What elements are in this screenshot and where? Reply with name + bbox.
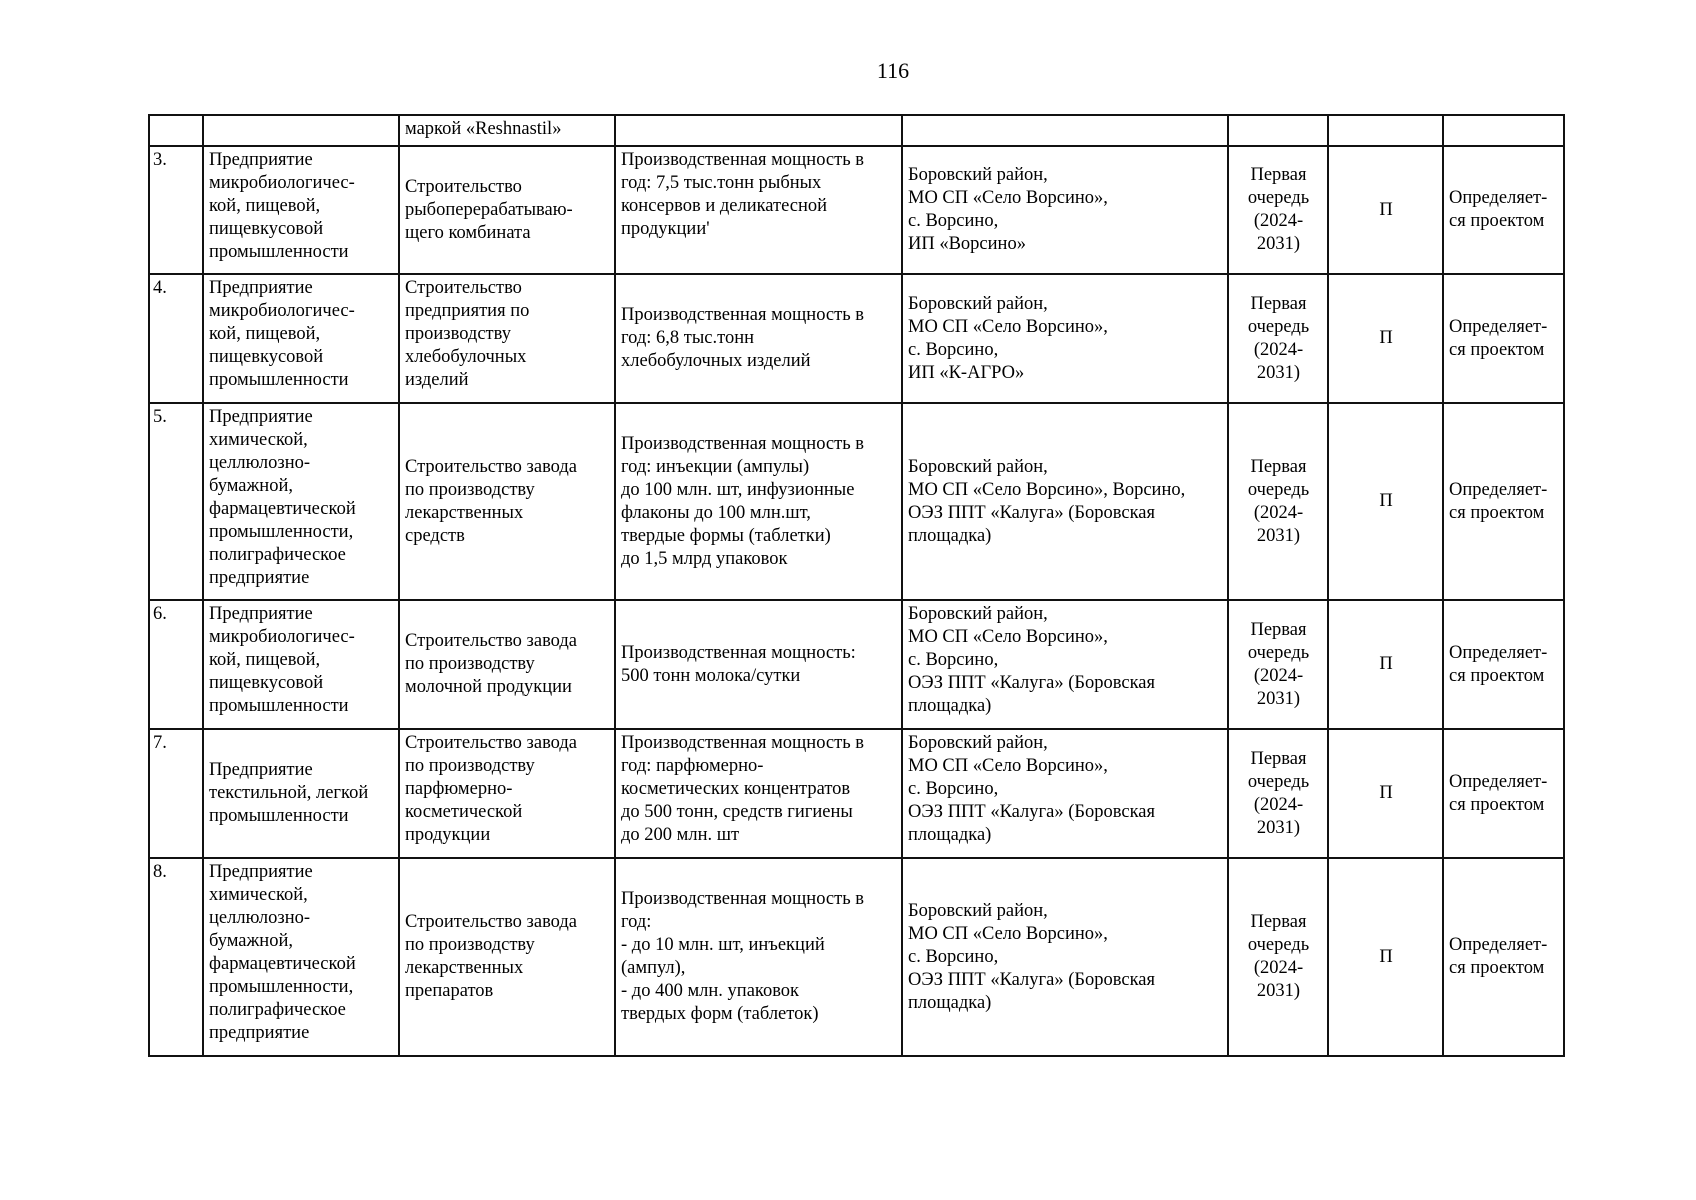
cell-capacity	[615, 115, 902, 146]
cell-type: Предприятие микробиологичес- кой, пищевой, пищевкусовой промышленности	[203, 146, 399, 274]
cell-num: 5.	[149, 403, 203, 600]
cell-location: Боровский район, МО СП «Село Ворсино», Ворсино, ОЭЗ ППТ «Калуга» (Боровская площадка)	[902, 403, 1228, 600]
cell-location	[902, 115, 1228, 146]
cell-num	[149, 115, 203, 146]
cell-type: Предприятие химической, целлюлозно- бумажной, фармацевтической промышленности, полиграфическое предприятие	[203, 858, 399, 1056]
table-row	[149, 146, 1564, 274]
table-row	[149, 600, 1564, 729]
cell-zone: Определяет- ся проектом	[1443, 729, 1564, 858]
cell-stage: Первая очередь (2024- 2031)	[1228, 600, 1328, 729]
cell-num: 7.	[149, 729, 203, 858]
cell-type	[203, 115, 399, 146]
continuation-row	[149, 115, 1564, 146]
cell-name: Строительство завода по производству молочной продукции	[399, 600, 615, 729]
cell-zone: Определяет- ся проектом	[1443, 858, 1564, 1056]
cell-location: Боровский район, МО СП «Село Ворсино», с. Ворсино, ОЭЗ ППТ «Калуга» (Боровская площадка)	[902, 600, 1228, 729]
cell-stage: Первая очередь (2024- 2031)	[1228, 146, 1328, 274]
cell-stage	[1228, 115, 1328, 146]
cell-stage: Первая очередь (2024- 2031)	[1228, 403, 1328, 600]
page-number: 116	[876, 58, 910, 83]
cell-capacity: Производственная мощность в год: 7,5 тыс.тонн рыбных консервов и деликатесной продукции'	[615, 146, 902, 274]
facilities-table	[148, 114, 1565, 1057]
cell-capacity: Производственная мощность: 500 тонн молока/сутки	[615, 600, 902, 729]
cell-zone: Определяет- ся проектом	[1443, 600, 1564, 729]
table-row	[149, 403, 1564, 600]
cell-capacity: Производственная мощность в год: - до 10 млн. шт, инъекций (ампул), - до 400 млн. упаковок твердых форм (таблеток)	[615, 858, 902, 1056]
cell-name: Строительство завода по производству лекарственных средств	[399, 403, 615, 600]
cell-zone: Определяет- ся проектом	[1443, 274, 1564, 403]
cell-zone	[1443, 115, 1564, 146]
table-row	[149, 858, 1564, 1056]
cell-num: 6.	[149, 600, 203, 729]
cell-name: Строительство завода по производству парфюмерно- косметической продукции	[399, 729, 615, 858]
cell-stage: Первая очередь (2024- 2031)	[1228, 274, 1328, 403]
cell-status: П	[1328, 600, 1443, 729]
cell-location: Боровский район, МО СП «Село Ворсино», с. Ворсино, ИП «К-АГРО»	[902, 274, 1228, 403]
cell-location: Боровский район, МО СП «Село Ворсино», с. Ворсино, ИП «Ворсино»	[902, 146, 1228, 274]
cell-num: 8.	[149, 858, 203, 1056]
cell-type: Предприятие микробиологичес- кой, пищевой, пищевкусовой промышленности	[203, 274, 399, 403]
table-row	[149, 729, 1564, 858]
cell-status: П	[1328, 729, 1443, 858]
cell-num: 4.	[149, 274, 203, 403]
cell-name: Строительство предприятия по производству хлебобулочных изделий	[399, 274, 615, 403]
cell-location: Боровский район, МО СП «Село Ворсино», с. Ворсино, ОЭЗ ППТ «Калуга» (Боровская площадка)	[902, 858, 1228, 1056]
cell-capacity: Производственная мощность в год: парфюмерно- косметических концентратов до 500 тонн, средств гигиены до 200 млн. шт	[615, 729, 902, 858]
table-body	[149, 115, 1564, 1056]
cell-status	[1328, 115, 1443, 146]
cell-status: П	[1328, 274, 1443, 403]
cell-zone: Определяет- ся проектом	[1443, 403, 1564, 600]
cell-status: П	[1328, 146, 1443, 274]
cell-num: 3.	[149, 146, 203, 274]
cell-name: Строительство рыбоперерабатываю- щего комбината	[399, 146, 615, 274]
cell-type: Предприятие химической, целлюлозно- бумажной, фармацевтической промышленности, полиграфическое предприятие	[203, 403, 399, 600]
table-row	[149, 274, 1564, 403]
cell-capacity: Производственная мощность в год: инъекции (ампулы) до 100 млн. шт, инфузионные флаконы до 100 млн.шт, твердые формы (таблетки) до 1,5 млрд упаковок	[615, 403, 902, 600]
cell-type: Предприятие текстильной, легкой промышленности	[203, 729, 399, 858]
cell-capacity: Производственная мощность в год: 6,8 тыс.тонн хлебобулочных изделий	[615, 274, 902, 403]
cell-type: Предприятие микробиологичес- кой, пищевой, пищевкусовой промышленности	[203, 600, 399, 729]
cell-zone: Определяет- ся проектом	[1443, 146, 1564, 274]
cell-status: П	[1328, 858, 1443, 1056]
cell-name: Строительство завода по производству лекарственных препаратов	[399, 858, 615, 1056]
cell-status: П	[1328, 403, 1443, 600]
cell-stage: Первая очередь (2024- 2031)	[1228, 729, 1328, 858]
cell-name: маркой «Reshnastil»	[399, 115, 615, 146]
cell-stage: Первая очередь (2024- 2031)	[1228, 858, 1328, 1056]
cell-location: Боровский район, МО СП «Село Ворсино», с. Ворсино, ОЭЗ ППТ «Калуга» (Боровская площадка)	[902, 729, 1228, 858]
